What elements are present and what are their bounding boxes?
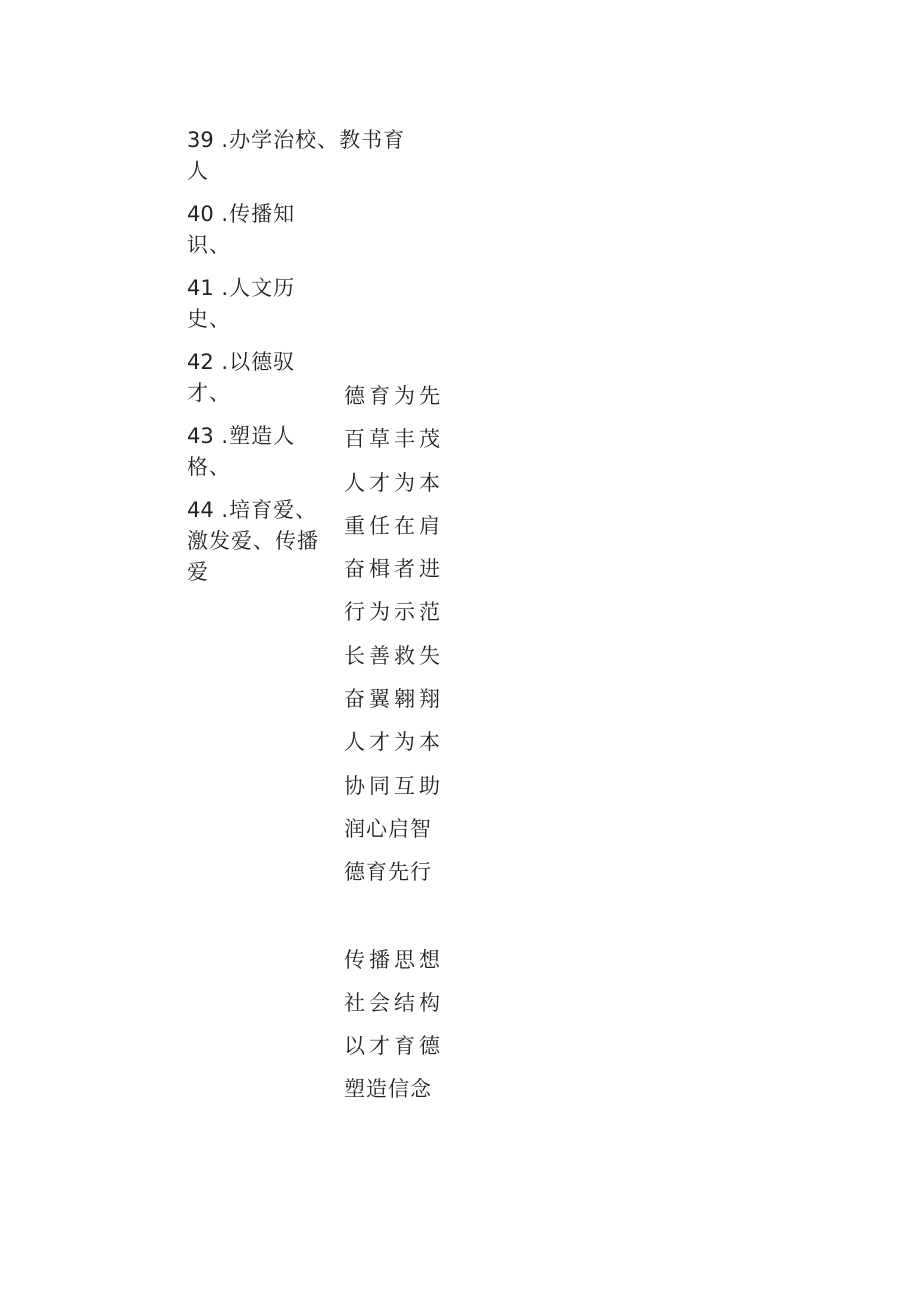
item-text: .塑造人格、: [187, 424, 296, 479]
phrase: 百草丰茂: [344, 427, 444, 452]
phrase: 传播思想: [344, 947, 444, 972]
phrase: 以才育德: [344, 1034, 444, 1059]
item-text: .办学治校、教书育人: [187, 128, 406, 183]
list-item: [187, 125, 427, 187]
phrase: 协同互助: [344, 773, 444, 798]
item-text: .传播知识、: [187, 202, 296, 257]
item-number: 41: [187, 276, 214, 300]
phrase: 人才为本: [344, 470, 444, 495]
list-item: [187, 495, 337, 588]
item-number: 39: [187, 128, 214, 152]
phrase: 重任在肩: [344, 513, 444, 538]
phrase: 润心启智: [344, 816, 432, 841]
phrase: 德育先行: [344, 860, 432, 885]
list-item: [187, 421, 337, 483]
item-text: .以德驭才、: [187, 350, 296, 405]
phrase-column: [344, 380, 464, 1117]
phrase: 社会结构: [344, 990, 444, 1015]
item-text: .培育爱、激发爱、传播爱: [187, 498, 319, 584]
list-item: [187, 347, 337, 409]
phrase: 塑造信念: [344, 1077, 432, 1102]
item-number: 42: [187, 350, 214, 374]
item-number: 43: [187, 424, 214, 448]
list-item: [187, 273, 337, 335]
phrase: 人才为本: [344, 730, 444, 755]
phrase: 长善救失: [344, 643, 444, 668]
item-text: .人文历史、: [187, 276, 296, 331]
phrase: 奋楫者进: [344, 557, 444, 582]
list-item: [187, 199, 337, 261]
phrase: 行为示范: [344, 600, 444, 625]
item-number: 40: [187, 202, 214, 226]
phrase: 德育为先: [344, 384, 444, 408]
phrase: 奋翼翱翔: [344, 687, 444, 712]
item-number: 44: [187, 498, 214, 522]
spacer: [344, 900, 464, 944]
